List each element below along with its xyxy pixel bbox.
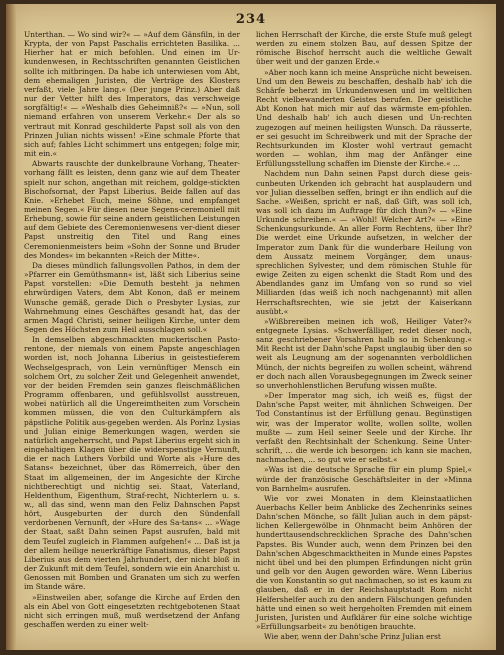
right-column <box>256 30 472 642</box>
paragraph: Nachdem nun Dahn seinen Papst durch diese geis-cunbeuten Urkenden ich gebracht hat ausplaudern und vor Julian diesselben seffen, bringt er ihn endlich auf die Sache. »Weißen, spricht er naß, daß Gift, was soll ich, was soll ich dazu im Auftrage für dich thun?« — »Eine Urkunde schreiben.« — »Wohl! Welcher Art?« — »Eine Schenkungsurkunde. An aller Form Rechtens, über Ihr? Die werdet eine Urkunde aufsetzen, in welcher der Imperator zum Dank für die wunderbare Heilung von dem Aussatz meinem Vorgänger, dem unaus-sprechlichen Sylvester, und dem römischen Stuhle für ewige Zeiten zu eigen schenkt die Stadt Rom und des Abendlandes ganz im Umfang von so rund so viel Milliarden (das weiß ich noch nachgenannt) mit allen Herrschaftsrechten, wie sie jetzt der Kaiserkann ausübt.« <box>256 169 472 316</box>
paragraph: Wie aber, wenn der Dahn'sche Prinz Julian erst <box>264 632 441 642</box>
paragraph: »Einstweilen aber, sofange die Kirche auf Erden den als ein Abel von Gott eingesetzten rechtgebotenen Staat nicht sich erringen muß, muß werdsetzend der Anfang geschaffen werden zu einer welt- <box>24 592 240 629</box>
paragraph: Abwarts rauschte der dunkelbraune Vorhang, Theater-vorhang fällt es leisten, denn ganz wie auf dem Theater spielt nur schon, angethan mit reichem, goldge-stickten Bischofsornat, der Papst Liberius. Beide fallen auf das Knie. »Erhebet Euch, meine Söhne, und empfanget meinen Segen.« Für diesen neue Segens-ceremoniell mit Erhebung, sowie für seine andern geistlichen Leistungen auf dem Gebiete des Ceremonienwesens ver-dient dieser Papst unstreitig den Titel und Rang eines Ceremonienmeisters beim »Sohn der Sonne und Bruder des Mondes« im bekannten »Reich der Mitte«. <box>24 159 240 260</box>
paragraph: »Wißbrereiben meinen ich woß, Heiliger Vater?« entgegnete Lysias. »Schwerfälliger, redet dieser noch, sanz geschriebener Vorsahren halb so in Schenkung.« Mit Recht ist der Dahn'sche Papst unglaubig über den so weit als Leugnung am der sogenannten verboldlichen Münch, der nichts begreifen zu wollen scheint, während er doch nach allen Vorausbegegnungen im Zweck seiner so unverhohlenstlichen Berufung wissen mußte. <box>256 316 472 390</box>
paragraph: Da dieses mündlich fallungsvollen Pathos, in dem der »Pfarrer ein Gemüthsmann« ist, läßt sich Liberius seine Papst vorstellen: »Die Demuth besteht ja nehmen ehrwürdigen Vaters, dem Abt Konon, daß er meinem Wunsche gemäß, gerade Dich o Presbyter Lysias, zur Wahrnehmung eines Geschäftes gesandt hat, das der armen Magd Christi, seiner heiligen Kirche, unter dem Segen des Höchsten zum Heil ausschlagen soll.« <box>24 260 240 334</box>
page-number: 234 <box>235 12 267 27</box>
book-page <box>6 4 496 650</box>
book-spine-shadow <box>6 4 16 650</box>
paragraph: Unterthan. — Wo sind wir?« — »Auf dem Gänsfiln, in der Krypta, der von Papst Paschalis errichteten Basilika. ... Hierher hat er mich befohlen. Und einen im Ur-kundenwesen, in Rechtsschriften genannten Geistlichen sollte ich mitbringen. Da habe ich unterwiesen vom Abt, dem ehemaligen Juristen, die Verträge des Klosters verfaßt, viele Jahre lang.« (Der junge Prinz.) Aber daß nur der Vetter hilft des Imperators, das verschweige sorgfältig!« — »Weshalb dies Geheimniß?« — »Nun, soll niemand erfahren von unserem Verkehr.« Der als so vertraut mit Konrad geschilderte Papst soll als von den Prinzen Julian nichts wissen! »Eine schmale Pforte that sich auf; fahles Licht schimmert uns entgegen; folge mir, mit ein.« <box>24 30 240 159</box>
paragraph: »Was ist die deutsche Sprache für ein plump Spiel,« würde der französische Geschäftsleiter in der »Minna von Barnhelm« ausrufen. <box>256 465 472 493</box>
paragraph: lichen Herrschaft der Kirche, die erste Stufe muß gelegt werden zu einem stolzen Bau, auf dessen Spitze der römische Bischof herrscht auch die weltliche Gewalt über weit und der ganzen Erde.« <box>256 30 472 67</box>
paragraph: »Der Imperator mag sich, ich weiß es, fügst der Dahn'sche Papst weiter, mit ähnlichen Schweigen. Der Tod Constantinus ist der Erfüllung genau. Begünstigen wir, was der Imperator wollte, wollen sollte, wollen mußte — zum Heil seiner Seele und der Kirche. Ihr verfaßt den Rechtsinhalt der Schenkung. Seine Unter-schrift, ... die werde ich besorgen: ich kann sie machen, nachmachen, ... so gut wie er selbst.« <box>256 391 472 465</box>
left-column <box>24 30 240 630</box>
paragraph: »Aber noch kann ich meine Ansprüche nicht beweisen. Und um den Beweis zu beschaffen, deshalb hab' ich die Schärfe beherzt im Urkundenwesen und im weltlichen Recht vielbewanderten Geistes berufen. Der geistliche Abt Konon hat mich mir auf das wärmste em-pfohlen. Und deshalb hab' ich auch diesen und Un-rechten zugezogen auf meinen heiligsten Wunsch. Da räusserte, er sei gesucht im Schreibwerk und mit der Sprache der Rechtsurkunden im Kloster wohl vertraut gemacht worden — wohlan, ihm mag der Anfänger eine Erfüllungsstellung schaffen im Dienste der Kirche.« ... <box>256 67 472 169</box>
paragraph: Wie vor zwei Monaten in dem Kleinstaatlichen Auerbachs Keller beim Anblicke des Zechenrinks seines Dahn'schen Mönche, so fällt Julian auch in dem päpst-lichen Kellergewölbe in Ohnmacht beim Anhören der hunderttausendschrecklichen Sprache des Dahn'schen Papstes. Bis Wunder auch, wenn dem Prinzen bei den Dahn'schen Abgeschmacktheiten in Munde eines Papstes nicht übel und bei den plumpen Erfindungen nicht grün und gelb vor den Augen geworden wäre. Wenn Liberius die von Konstantin so gut nachmachen, so ist es kaum zu glauben, daß er in der Reichshauptstadt Rom nicht Helfershelfer auch zu den andern Fälschungen gefunden hätte und einen so weit hergeholten Fremden mit einem Juristen, Juristen und Aufklärer für eine solche wichtige »Erfüllungsarbeit« zu benötigen brauchte. <box>256 493 472 631</box>
paragraph: In demselben abgeschmackten muckerischen Pasto-rentone, der niemals von einem Papste angeschlagen worden ist, noch Johanna Liberius in geistestieferem Wechselgesprach, von Lein vernünftiger Mensch ein solchem Ort, zu solcher Zeit und Gelegenheit anwendet, vor der beiden Fremden sein ganzes fleischmäßlichen Programm offenbaren, und gefühlsvollst ausstreuen, wobei natürlich all die Ungereimtheiten zum Vorschein kommen müssen, die von den Culturkämpfern als päpstliche Politik aus-gegeben werden. Als Porlnz Lysias und Julian einige Bemerkungen wagen, werden sie natürlich angeherrscht, und Papst Liberius ergeht sich in eingehaltigen Klagen über die widerspenstige Vernunft, die er nach Luthers Vorbild und Worte als »Hure des Satans« bezeichnet, über das Römerreich, über den Staat im allgemeinen, der im Angesichte der Kirche nichtberechtigt und nichtig sei. Staat, Vaterland, Heldenthum, Eigenthum, Straf-recht, Nichterlern u. s. w., all das sind, wenn man den Feliz Dahnschen Papst hört, Ausgeburten der durch den Sündenfall verdorbenen Vernunft, der »Hure des Sa-tans« ... »Wage der Staat, saßt Dahn seinen Papst ausrufen, bald mit dem Teufel zugleich in Flammen aufgehen!« ... Daß ist ja der allem heilige neuerkräftige Fanatismus, dieser Papst Liberius aus dem vierten Jahrhundert, der nicht bloß in der Zukunft mit dem Teufel, sondern wie ein Anarchist u. Genossen mit Bomben und Granaten um sich zu werfen im Stande wäre. <box>24 335 240 592</box>
